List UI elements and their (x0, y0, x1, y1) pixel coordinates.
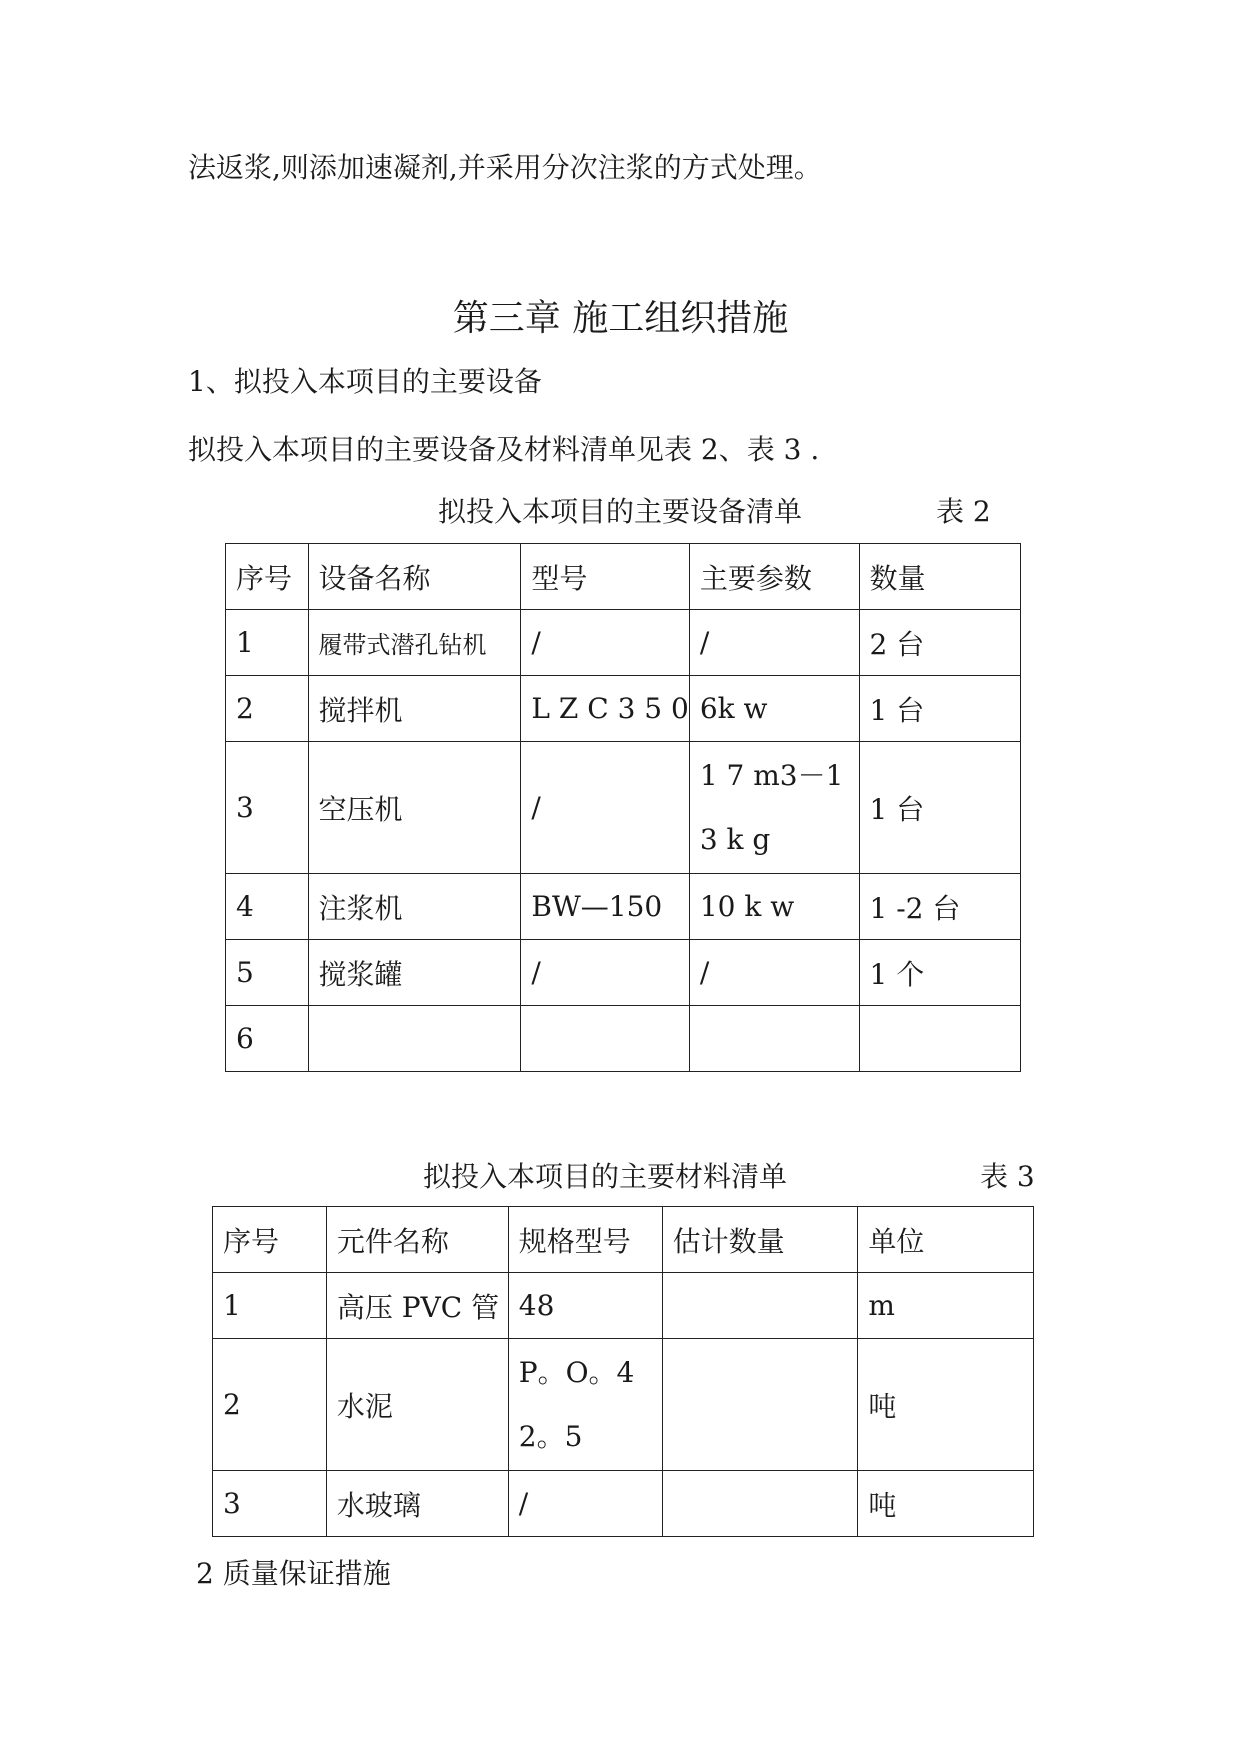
table-row (213, 1339, 1034, 1471)
table-cell: / (689, 610, 859, 676)
table-header-row (213, 1207, 1034, 1273)
table-cell: 1 台 (859, 676, 1021, 742)
section2-title: 2 质量保证措施 (196, 1557, 391, 1590)
table-cell: / (689, 940, 859, 1006)
table2-caption: 拟投入本项目的主要设备清单 (438, 495, 803, 528)
table-header-row (226, 544, 1021, 610)
table-cell: / (521, 610, 689, 676)
header-cell: 序号 (226, 544, 309, 610)
table-cell (662, 1273, 858, 1339)
table-row (226, 676, 1021, 742)
chapter-title: 第三章 施工组织措施 (452, 298, 789, 339)
table-cell (859, 1006, 1021, 1072)
table-row (226, 742, 1021, 874)
table-cell: / (508, 1471, 662, 1537)
table-cell: 搅浆罐 (308, 940, 521, 1006)
header-cell: 序号 (213, 1207, 327, 1273)
table-cell: L Z C 3 5 0 (521, 676, 689, 742)
table-cell: 1 -2 台 (859, 874, 1021, 940)
table-cell (521, 1006, 689, 1072)
table-cell: 2 (226, 676, 309, 742)
table-cell: 注浆机 (308, 874, 521, 940)
table3-caption: 拟投入本项目的主要材料清单 (423, 1160, 788, 1193)
table-cell (689, 1006, 859, 1072)
table3-label: 表 3 (980, 1160, 1035, 1193)
table-cell: 吨 (858, 1471, 1034, 1537)
section1-title: 1、拟投入本项目的主要设备 (188, 365, 542, 398)
table-row (226, 610, 1021, 676)
table-cell: 1 台 (859, 742, 1021, 874)
table-cell: 水玻璃 (326, 1471, 508, 1537)
section1-text: 拟投入本项目的主要设备及材料清单见表 2、表 3 . (188, 433, 820, 466)
table-cell: 1 (213, 1273, 327, 1339)
table-cell (308, 1006, 521, 1072)
table-cell: 3 (226, 742, 309, 874)
table-cell: 空压机 (308, 742, 521, 874)
table-row (226, 940, 1021, 1006)
header-cell: 主要参数 (689, 544, 859, 610)
table-cell: 搅拌机 (308, 676, 521, 742)
table-cell: 1 个 (859, 940, 1021, 1006)
table-cell: 10 k w (689, 874, 859, 940)
table-row (226, 874, 1021, 940)
table-cell: 1 (226, 610, 309, 676)
header-cell: 估计数量 (662, 1207, 858, 1273)
table-row (226, 1006, 1021, 1072)
header-cell: 元件名称 (326, 1207, 508, 1273)
table-cell: 6 (226, 1006, 309, 1072)
table-cell: 48 (508, 1273, 662, 1339)
table-cell: P。O。42。5 (508, 1339, 662, 1471)
table-cell (662, 1471, 858, 1537)
header-cell: 型号 (521, 544, 689, 610)
materials-table (212, 1206, 1034, 1537)
equipment-table (225, 543, 1021, 1072)
table-cell: / (521, 940, 689, 1006)
table-cell: 吨 (858, 1339, 1034, 1471)
table2-label: 表 2 (936, 495, 991, 528)
header-cell: 单位 (858, 1207, 1034, 1273)
table-cell: 1 7 m3－1 3 k g (689, 742, 859, 874)
table-cell: m (858, 1273, 1034, 1339)
table-cell: 6k w (689, 676, 859, 742)
table-cell: BW—150 (521, 874, 689, 940)
table-cell: 2 台 (859, 610, 1021, 676)
table-cell (662, 1339, 858, 1471)
table-cell: 高压 PVC 管 (326, 1273, 508, 1339)
table-cell: 5 (226, 940, 309, 1006)
header-cell: 设备名称 (308, 544, 521, 610)
header-cell: 规格型号 (508, 1207, 662, 1273)
table-cell: 2 (213, 1339, 327, 1471)
table-row (213, 1273, 1034, 1339)
header-cell: 数量 (859, 544, 1021, 610)
table-cell: / (521, 742, 689, 874)
table-cell: 水泥 (326, 1339, 508, 1471)
table-row (213, 1471, 1034, 1537)
intro-line: 法返浆,则添加速凝剂,并采用分次注浆的方式处理。 (188, 151, 822, 184)
table-cell: 4 (226, 874, 309, 940)
table-cell: 履带式潜孔钻机 (308, 610, 521, 676)
table-cell: 3 (213, 1471, 327, 1537)
